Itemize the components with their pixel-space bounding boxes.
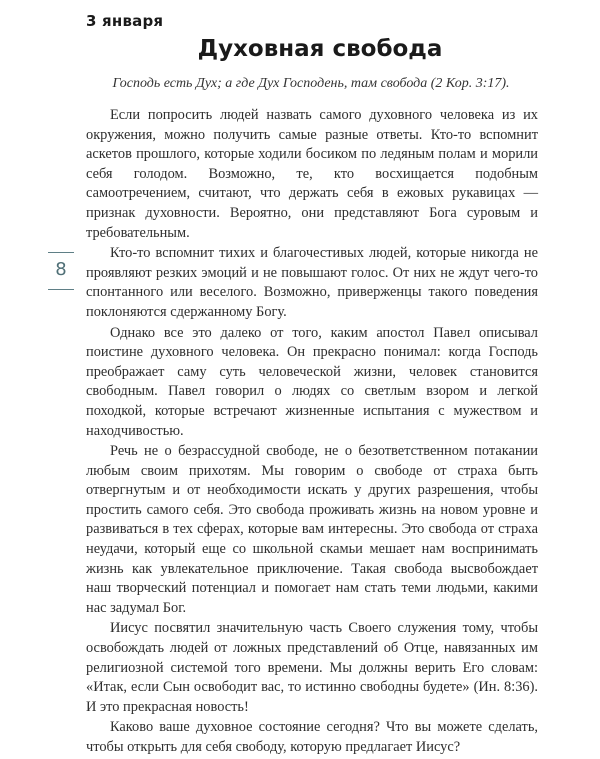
paragraph-2: Кто-то вспомнит тихих и благочестивых людей, которые никогда не проявляют резких эмоций и не повышают голос. От них не ждут чего-то спонтанного или веселого. Возможно, приверженцы такого поведения поклоняются сдержанному Богу.: [86, 245, 538, 320]
page-title: Духовная свобода: [197, 36, 443, 62]
page-number: 8: [55, 259, 67, 280]
page-marker-top-rule: [48, 252, 74, 253]
date-header: 3 января: [86, 12, 164, 30]
body-text: [86, 106, 538, 759]
paragraph-1: Если попросить людей назвать самого духовного человека из их окружения, можно получить самые разные ответы. Кто-то вспомнит аскетов прошлого, которые ходили босиком по ледяным полам и морили себя голодом. Возможно, те, кто восхищается подобным самоотречением, считают, что держать себя в ежовых рукавицах — признак духовности. Вероятно, они представляют Бога суровым и требовательным.: [86, 107, 538, 241]
paragraph-3: Однако все это далеко от того, каким апостол Павел описывал поистине духовного человека. Он прекрасно понимал: когда Господь преображает саму суть человеческой жизни, человек становится свободным. Павел говорил о людях со светлым взором и легкой походкой, которые встречают жизненные испытания с мужеством и находчивостью.: [86, 324, 538, 439]
page-marker-bottom-rule: [48, 289, 74, 290]
epigraph: Господь есть Дух; а где Дух Господень, там свобода (2 Кор. 3:17).: [112, 76, 510, 91]
page-number-marker: [48, 252, 74, 290]
paragraph-6: Каково ваше духовное состояние сегодня? Что вы можете сделать, чтобы открыть для себя свободу, которую предлагает Иисус?: [86, 719, 538, 755]
paragraph-5: Иисус посвятил значительную часть Своего служения тому, чтобы освобождать людей от ложных представлений об Отце, навязанных им религиозной системой того времени. Мы должны верить Его словам: «Итак, если Сын освободит вас, то истинно свободны будете» (Ин. 8:36). И это прекрасная новость!: [86, 620, 538, 715]
paragraph-4: Речь не о безрассудной свободе, не о безответственном потакании любым своим прихотям. Мы говорим о свободе от страха быть отвергнутым и от необходимости искать у других разрешения, чтобы простить самого себя. Это свобода проживать жизнь на новом уровне и развиваться в тех сферах, которые вам интересны. Это свобода от страха неудачи, который еще со школьной скамьи мешает нам воспринимать жизнь как увлекательное приключение. Такая свобода высвобождает наш творческий потенциал и помогает нам стать теми людьми, какими нас задумал Бог.: [86, 443, 538, 616]
